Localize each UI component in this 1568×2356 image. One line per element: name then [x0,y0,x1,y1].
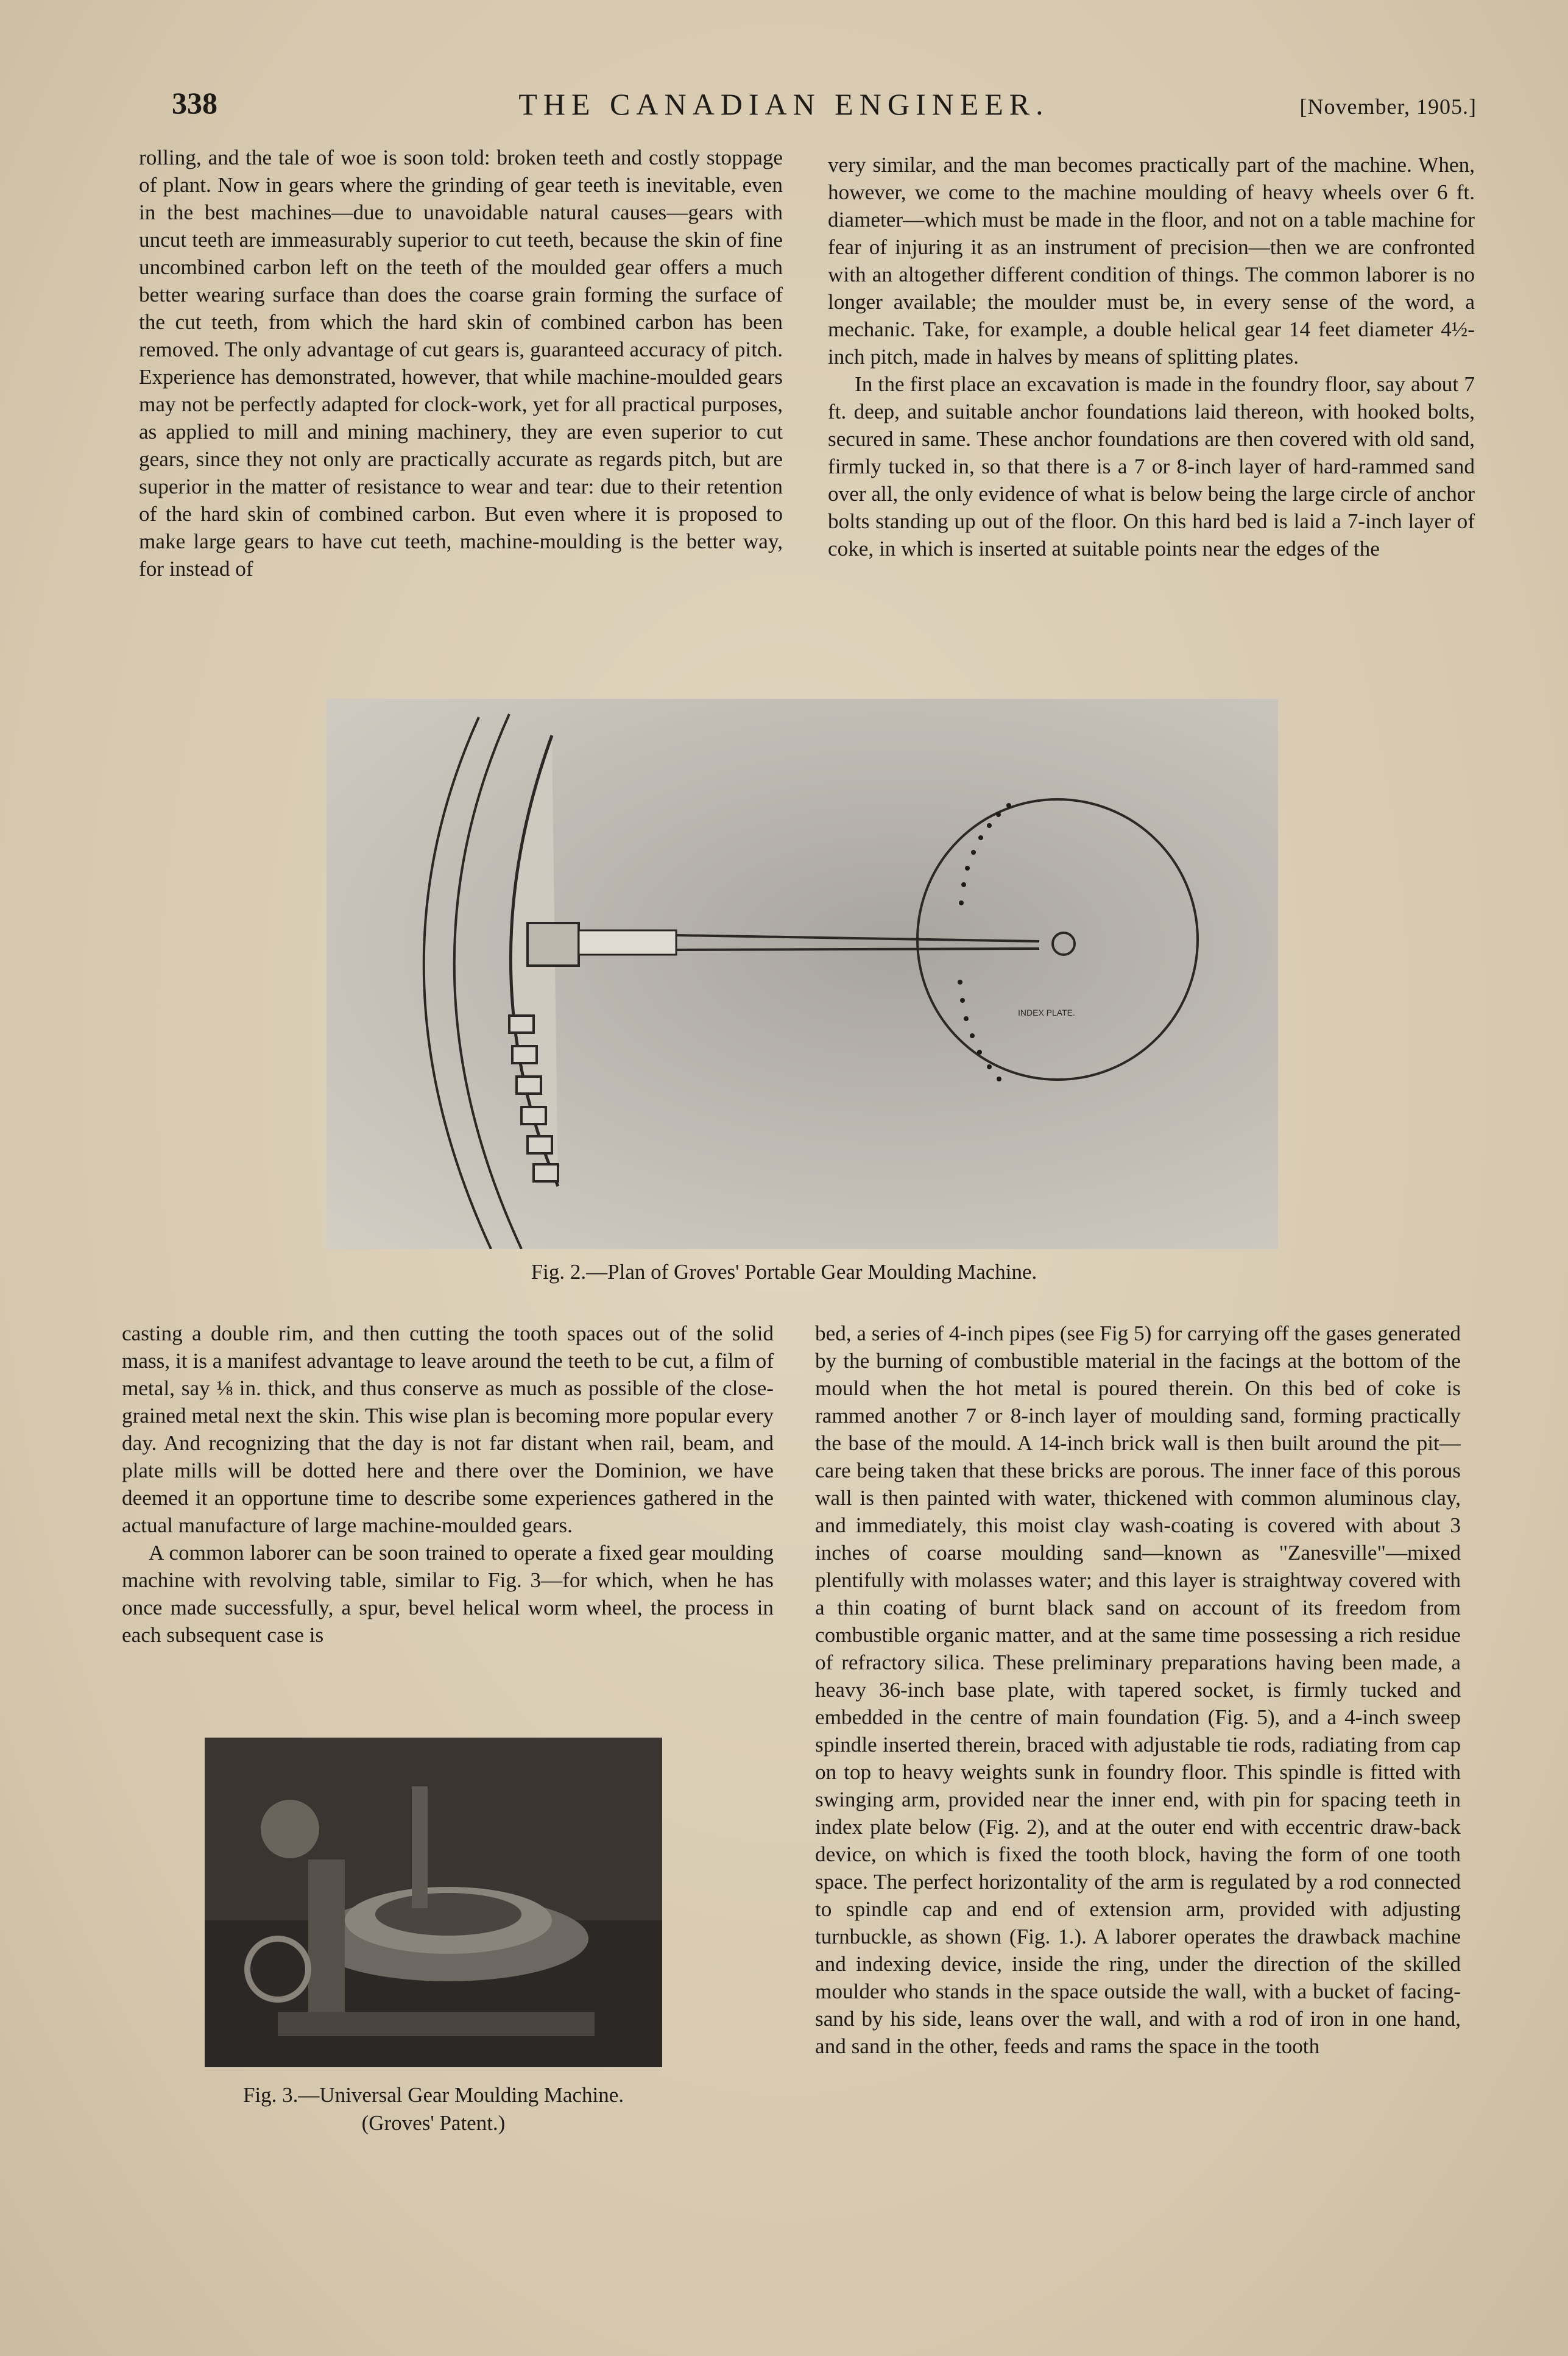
page-number: 338 [172,86,217,120]
paragraph: bed, a series of 4-inch pipes (see Fig 5) for carrying off the gases generated by the burning of combustible material in the facings at the bottom of the mould when the hot metal is poured therein. On this bed of coke is rammed another 7 or 8-inch layer of moulding sand, forming practically the base of the mould. A 14-inch brick wall is then built around the pit—care being taken that these bricks are porous. The inner face of this porous wall is then painted with water, thickened with common aluminous clay, and immediately, this moist clay wash-coating is covered with about 3 inches of coarse moulding sand—known as "Zanesville"—mixed plentifully with molasses water; and this layer is straightway covered with a thin coating of burnt black sand on account of its freedom from combustible organic matter, and at the same time possessing a rich residue of refractory silica. These preliminary preparations having been made, a heavy 36-inch base plate, with tapered socket, is firmly tucked and embedded in the centre of main foundation (Fig. 5), and a 4-inch sweep spindle inserted therein, braced with adjustable tie rods, radiating from cap on top to heavy weights sunk in foundry floor. This spindle is fitted with swinging arm, provided near the inner end, with pin for spacing teeth in index plate below (Fig. 2), and at the outer end with eccentric draw-back device, on which is fixed the tooth block, having the form of one tooth space. The perfect horizontality of the arm is regulated by a rod connected to spindle cap and end of extension arm, provided with adjusting turnbuckle, as shown (Fig. 1.). A laborer operates the drawback machine and indexing device, inside the ring, under the direction of the skilled moulder who stands in the space outside the wall, with a bucket of facing-sand by his side, leans over the wall, and with a rod of iron in one hand, and sand in the other, feeds and rams the space in the tooth [815,1321,1461,2058]
figure-3-caption-line1: Fig. 3.—Universal Gear Moulding Machine. [242,2083,624,2107]
figure-3-caption [146,2081,721,2137]
tooth-block [528,923,579,966]
gear-plan-drawing [327,699,1278,1249]
column-bottom-left [122,1320,774,1649]
rim-outer-arc [424,717,491,1249]
paragraph: very similar, and the man becomes practically part of the machine. When, however, we come to the machine moulding of heavy wheels over 6 ft. diameter—which must be made in the floor, and not on a table machine for fear of injuring it as an instrument of precision—then we are confronted with an altogether different condition of things. The common laborer is no longer available; the moulder must be, in every sense of the word, a mechanic. Take, for example, a double helical gear 14 feet diameter 4½-inch pitch, made in halves by means of splitting plates. [828,153,1475,369]
column-bottom-right [815,1320,1461,2060]
paragraph: casting a double rim, and then cutting the tooth spaces out of the solid mass, it is a manifest advantage to leave around the teeth to be cut, a film of metal, say ⅛ in. thick, and thus conserve as much as possible of the close-grained metal next the skin. This wise plan is becoming more popular every day. And recognizing that the day is not far distant when rail, beam, and plate mills will be dotted here and there over the Dominion, we have deemed it an opportune time to describe some experiences gathered in the actual manufacture of large machine-moulded gears. [122,1321,774,1537]
drawback-device [579,930,676,955]
paragraph: In the first place an excavation is made in the foundry floor, say about 7 ft. deep, and suitable anchor foundations laid thereon, with hooked bolts, secured in same. These anchor foundations are then covered with old sand, firmly tucked in, so that there is a 7 or 8-inch layer of hard-rammed sand over all, the only evidence of what is below being the large circle of anchor bolts standing up out of the floor. On this hard bed is laid a 7-inch layer of coke, in which is inserted at suitable points near the edges of the [828,372,1475,561]
spindle-pin [1053,933,1075,955]
paragraph: rolling, and the tale of woe is soon told: broken teeth and costly stoppage of plant. Now in gears where the grinding of gear teeth is inevitable, even in the best machines—due to unavoidable natural causes—gears with uncut teeth are immeasurably superior to cut teeth, because the skin of fine uncombined carbon left on the teeth of the moulded gear offers a much better wearing surface than does the coarse grain forming the surface of the cut teeth, from which the hard skin of combined carbon has been removed. The only advantage of cut gears is, guaranteed accuracy of pitch. Experience has demonstrated, however, that while machine-moulded gears may not be perfectly adapted for clock-work, yet for all practical purposes, as applied to mill and mining machinery, they are even superior to cut gears, since they not only are practically accurate as regards pitch, but are superior in the matter of resistance to wear and tear: due to their retention of the hard skin of combined carbon. But even where it is proposed to make large gears to have cut teeth, machine-moulding is the better way, for instead of [139,146,783,581]
column-top-right [828,151,1475,562]
figure-3-photo [205,1738,662,2067]
paragraph: A common laborer can be soon trained to operate a fixed gear moulding machine with revolving table, similar to Fig. 3—for which, when he has once made successfully, a spur, bevel helical worm wheel, the process in each subsequent case is [122,1541,774,1647]
swinging-arm [676,935,1039,941]
column-top-left [139,144,783,582]
page-header [0,85,1568,128]
figure-2-illustration [327,699,1278,1249]
figure-3-caption-line2: (Groves' Patent.) [361,2111,506,2135]
figure-2-caption: Fig. 2.—Plan of Groves' Portable Gear Moulding Machine. [531,1260,1037,1284]
index-plate-label: INDEX PLATE. [1018,1008,1075,1017]
index-holes [958,803,1011,1081]
issue-date: [November, 1905.] [1299,94,1477,119]
moulding-machine-photo [205,1738,662,2067]
masthead-title: THE CANADIAN ENGINEER. [518,87,1050,121]
